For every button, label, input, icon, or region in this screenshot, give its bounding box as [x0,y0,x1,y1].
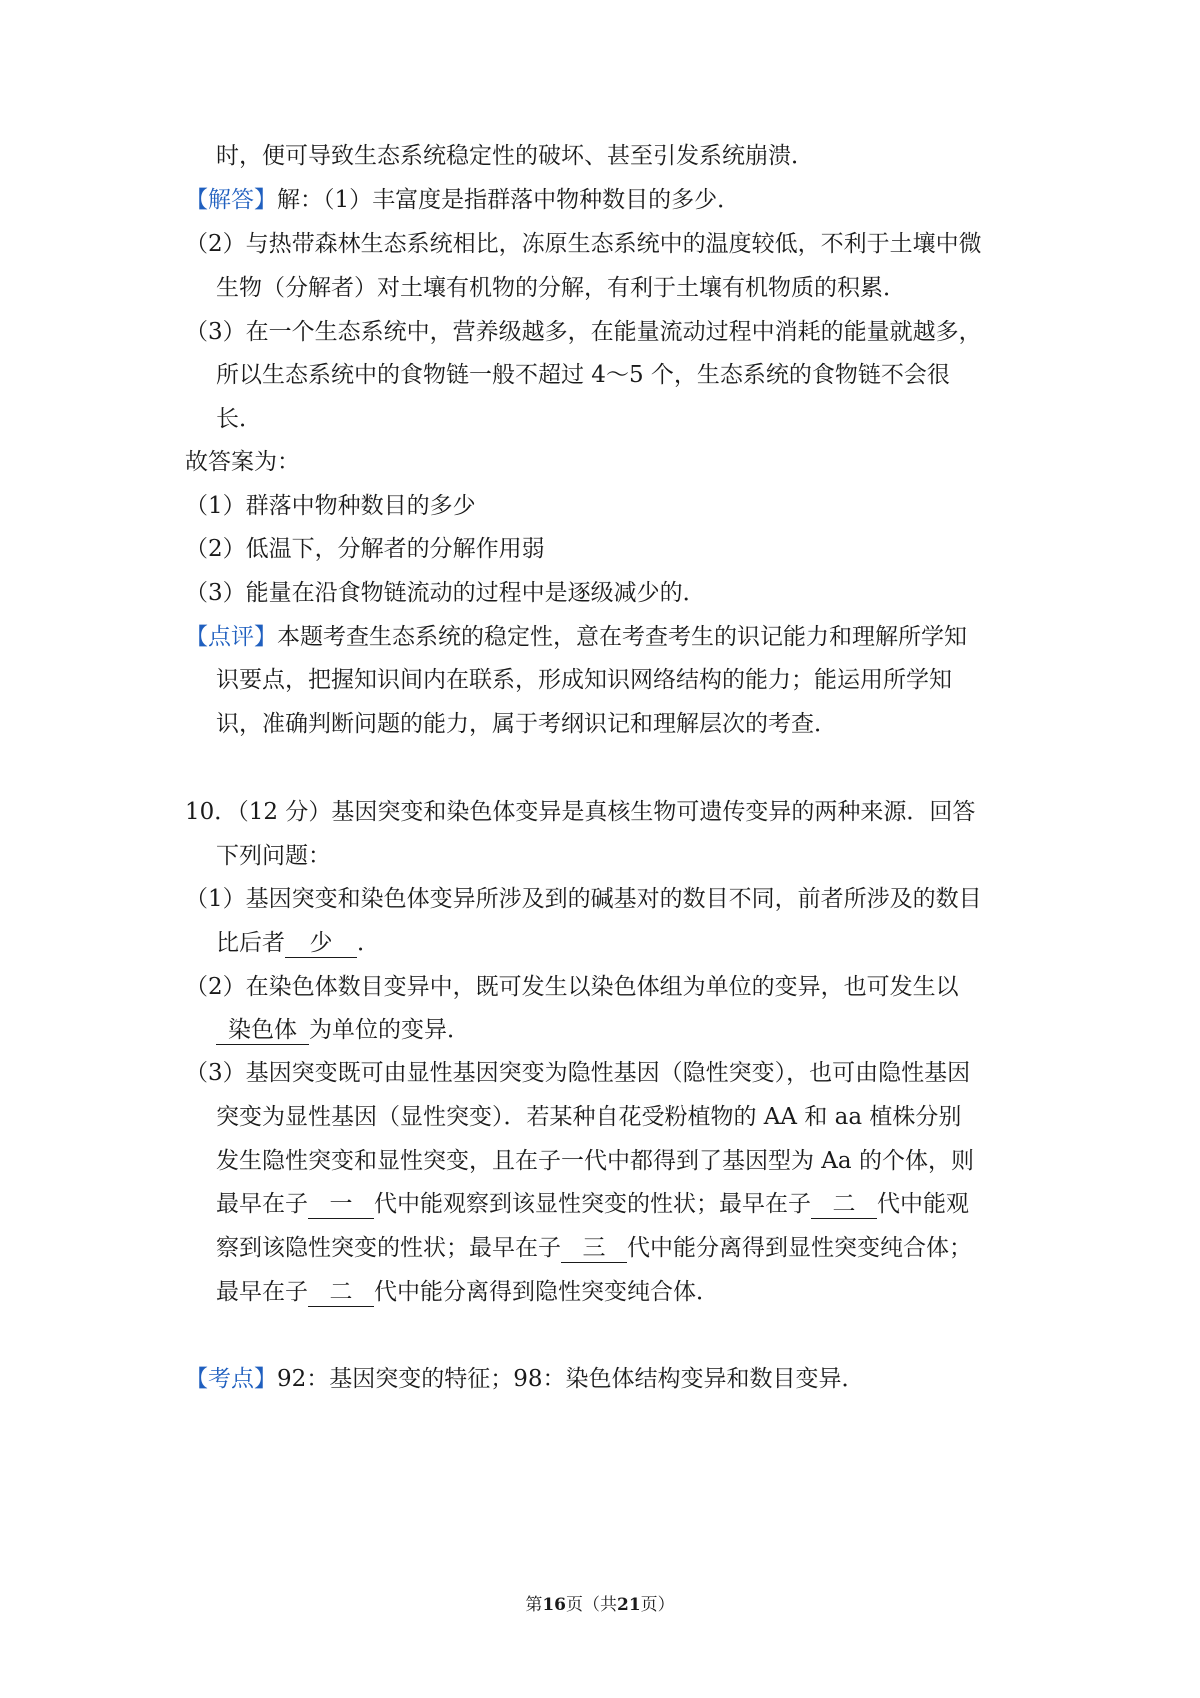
text-span: 代中能分离得到隐性突变纯合体． [374,1279,719,1305]
answer-line: 生物（分解者）对土壤有机物的分解，有利于土壤有机物质的积累． [216,275,906,301]
key-point-tag: 【考点】 [185,1366,277,1392]
total-page-number: 21 [617,1595,641,1615]
answer-blank-2: 染色体 [216,1016,309,1045]
answer-item-3: （3）能量在沿食物链流动的过程中是逐级减少的． [185,580,706,606]
answer-line: 长． [216,406,262,432]
answer-intro: 故答案为： [185,449,300,475]
answer-blank-1: 少 [285,929,357,958]
answer-line: （2）与热带森林生态系统相比，冻原生态系统中的温度较低，不利于土壤中微 [185,231,982,257]
answer-heading-line [185,184,740,216]
footer-text: 页（共 [566,1595,617,1615]
question-number: 10． [185,799,238,825]
answer-blank-4: 二 [811,1190,877,1219]
question-part-3: （3）基因突变既可由显性基因突变为隐性基因（隐性突变），也可由隐性基因 [185,1060,971,1086]
answer-blank-5: 三 [561,1234,627,1263]
answer-item-1: （1）群落中物种数目的多少 [185,493,476,519]
answer-item-2: （2）低温下，分解者的分解作用弱 [185,536,545,562]
text-span: 比后者 [216,930,285,956]
text-span: ． [357,930,380,956]
answer-blank-3: 一 [308,1190,374,1219]
text-span: 最早在子 [216,1279,308,1305]
footer-text: 页） [640,1595,675,1615]
answer-line: （3）在一个生态系统中，营养级越多，在能量流动过程中消耗的能量就越多， [185,319,982,345]
answer-blank-6: 二 [308,1278,374,1307]
question-part-2: （2）在染色体数目变异中，既可发生以染色体组为单位的变异，也可发生以 [185,974,959,1000]
paragraph-line: 时，便可导致生态系统稳定性的破坏、甚至引发系统崩溃． [216,143,814,169]
text-span: 代中能观 [877,1191,969,1217]
question-10-stem [185,796,975,828]
text-span: 代中能观察到该显性突变的性状；最早在子 [374,1191,811,1217]
answer-text: 解：（1）丰富度是指群落中物种数目的多少． [277,187,741,213]
text-span: 为单位的变异． [309,1017,470,1043]
question-line [216,1188,969,1220]
comment-heading-line [185,621,967,653]
footer-text: 第 [525,1595,543,1615]
key-point-line [185,1363,865,1395]
question-stem-text: （12 分）基因突变和染色体变异是真核生物可遗传变异的两种来源．回答 [237,799,976,825]
current-page-number: 16 [542,1595,566,1615]
page-footer [0,1593,1200,1617]
text-span: 代中能分离得到显性突变纯合体； [627,1235,972,1261]
question-line: 突变为显性基因（显性突变）．若某种自花受粉植物的 AA 和 aa 植株分别 [216,1104,962,1130]
text-span: 察到该隐性突变的性状；最早在子 [216,1235,561,1261]
comment-line: 识，准确判断问题的能力，属于考纲识记和理解层次的考查． [216,711,837,737]
answer-tag: 【解答】 [185,187,277,213]
question-line: 发生隐性突变和显性突变，且在子一代中都得到了基因型为 Aa 的个体，则 [216,1148,974,1174]
question-line: 下列问题： [216,843,331,869]
comment-tag: 【点评】 [185,624,277,650]
question-line [216,927,380,959]
comment-line: 识要点，把握知识间内在联系，形成知识网络结构的能力；能运用所学知 [216,667,952,693]
answer-line: 所以生态系统中的食物链一般不超过 4～5 个，生态系统的食物链不会很 [216,362,950,388]
question-part-1: （1）基因突变和染色体变异所涉及到的碱基对的数目不同，前者所涉及的数目 [185,886,982,912]
comment-text: 本题考查生态系统的稳定性，意在考查考生的识记能力和理解所学知 [277,624,967,650]
key-point-text: 92：基因突变的特征；98：染色体结构变异和数目变异． [277,1366,865,1392]
question-line [216,1276,719,1308]
text-span: 最早在子 [216,1191,308,1217]
question-line [216,1014,470,1046]
question-line [216,1232,972,1264]
